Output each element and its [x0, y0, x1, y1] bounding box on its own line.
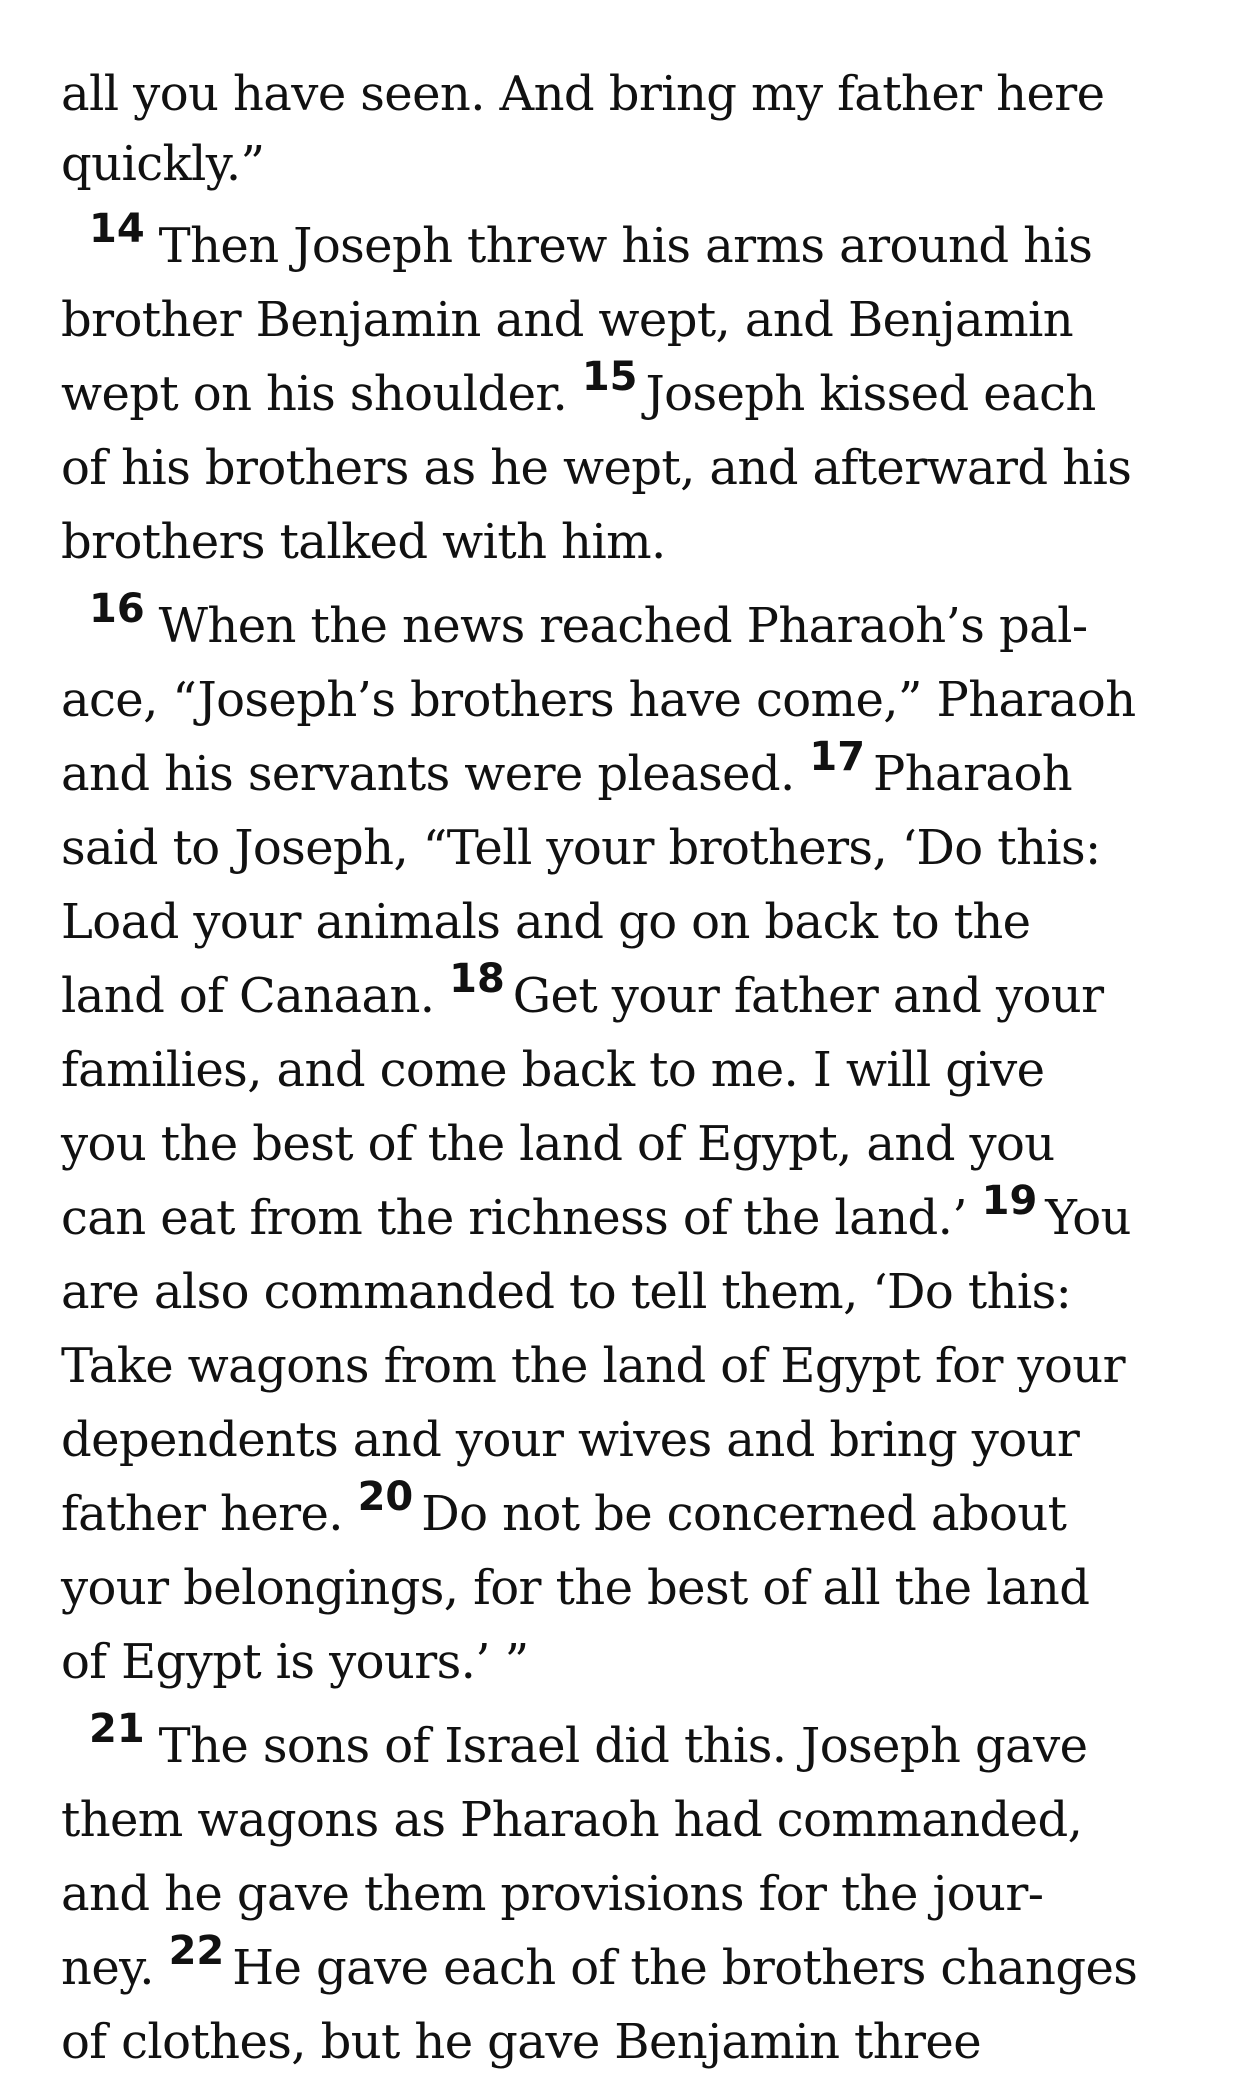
- text-line: [61, 1336, 1125, 1396]
- line-text: them wagons as Pharaoh had commanded,: [61, 1792, 1083, 1848]
- line-text: father here.: [61, 1486, 358, 1542]
- paragraph-start: [61, 1706, 1088, 1779]
- verse-number: 20: [357, 1474, 414, 1520]
- line-text: and he gave them provisions for the jour-: [61, 1866, 1044, 1922]
- line-text: Then Joseph threw his arms around his: [158, 218, 1093, 274]
- verse-number: 15: [581, 354, 638, 400]
- line-text: dependents and your wives and bring your: [61, 1412, 1080, 1468]
- text-line: [61, 1262, 1071, 1322]
- line-text: of his brothers as he wept, and afterward his: [61, 440, 1132, 496]
- text-line: [61, 1928, 1138, 2001]
- text-line: [61, 1864, 1043, 1924]
- paragraph-start: [61, 586, 1088, 659]
- text-line: [61, 1178, 1131, 1251]
- line-text: land of Canaan.: [61, 968, 450, 1024]
- line-text: said to Joseph, “Tell your brothers, ‘Do this:: [61, 820, 1101, 876]
- line-text: brothers talked with him.: [61, 514, 666, 570]
- text-line: [61, 1632, 529, 1692]
- line-text: ney.: [61, 1940, 169, 1996]
- line-text: of Egypt is yours.’ ”: [61, 1634, 529, 1690]
- line-text: Joseph kissed each: [645, 366, 1096, 422]
- text-line: [61, 1474, 1067, 1547]
- text-line: [61, 354, 1096, 427]
- paragraph-start: [61, 206, 1093, 279]
- line-text: ace, “Joseph’s brothers have come,” Pharaoh: [61, 672, 1136, 728]
- text-line: [61, 1790, 1082, 1850]
- text-line: [61, 134, 264, 194]
- text-line: [61, 1040, 1044, 1100]
- verse-number: 19: [981, 1178, 1038, 1224]
- line-text: Get your father and your: [512, 968, 1104, 1024]
- text-line: [61, 734, 1073, 807]
- line-text: brother Benjamin and wept, and Benjamin: [61, 292, 1074, 348]
- text-line: [61, 892, 1030, 952]
- line-text: can eat from the richness of the land.’: [61, 1190, 982, 1246]
- verse-number: 16: [89, 586, 145, 632]
- line-text: You: [1045, 1190, 1131, 1246]
- text-line: [61, 670, 1136, 730]
- line-text: quickly.”: [61, 136, 265, 192]
- text-line: [61, 818, 1101, 878]
- verse-number: 14: [89, 206, 145, 252]
- verse-number: 21: [89, 1706, 145, 1752]
- line-text: He gave each of the brothers changes: [232, 1940, 1138, 1996]
- line-text: Do not be concerned about: [421, 1486, 1067, 1542]
- verse-number: 18: [449, 956, 505, 1002]
- line-text: The sons of Israel did this. Joseph gave: [158, 1718, 1088, 1774]
- text-line: [61, 2012, 981, 2072]
- line-text: you the best of the land of Egypt, and you: [61, 1116, 1055, 1172]
- text-line: [61, 1558, 1089, 1618]
- line-text: Take wagons from the land of Egypt for your: [61, 1338, 1125, 1394]
- line-text: of clothes, but he gave Benjamin three: [61, 2014, 981, 2070]
- line-text: families, and come back to me. I will give: [61, 1042, 1045, 1098]
- text-line: [61, 956, 1104, 1029]
- text-line: [61, 290, 1073, 350]
- verse-number: 22: [168, 1928, 225, 1974]
- text-line: [61, 64, 1104, 124]
- line-text: your belongings, for the best of all the land: [61, 1560, 1090, 1616]
- line-text: and his servants were pleased.: [61, 746, 810, 802]
- line-text: are also commanded to tell them, ‘Do this:: [61, 1264, 1072, 1320]
- text-line: [61, 512, 666, 572]
- line-text: all you have seen. And bring my father here: [61, 66, 1105, 122]
- verse-number: 17: [809, 734, 866, 780]
- line-text: wept on his shoulder.: [61, 366, 582, 422]
- text-line: [61, 438, 1131, 498]
- line-text: Load your animals and go on back to the: [61, 894, 1031, 950]
- line-text: Pharaoh: [873, 746, 1073, 802]
- line-text: When the news reached Pharaoh’s pal-: [158, 598, 1088, 654]
- text-line: [61, 1410, 1079, 1470]
- text-line: [61, 1114, 1055, 1174]
